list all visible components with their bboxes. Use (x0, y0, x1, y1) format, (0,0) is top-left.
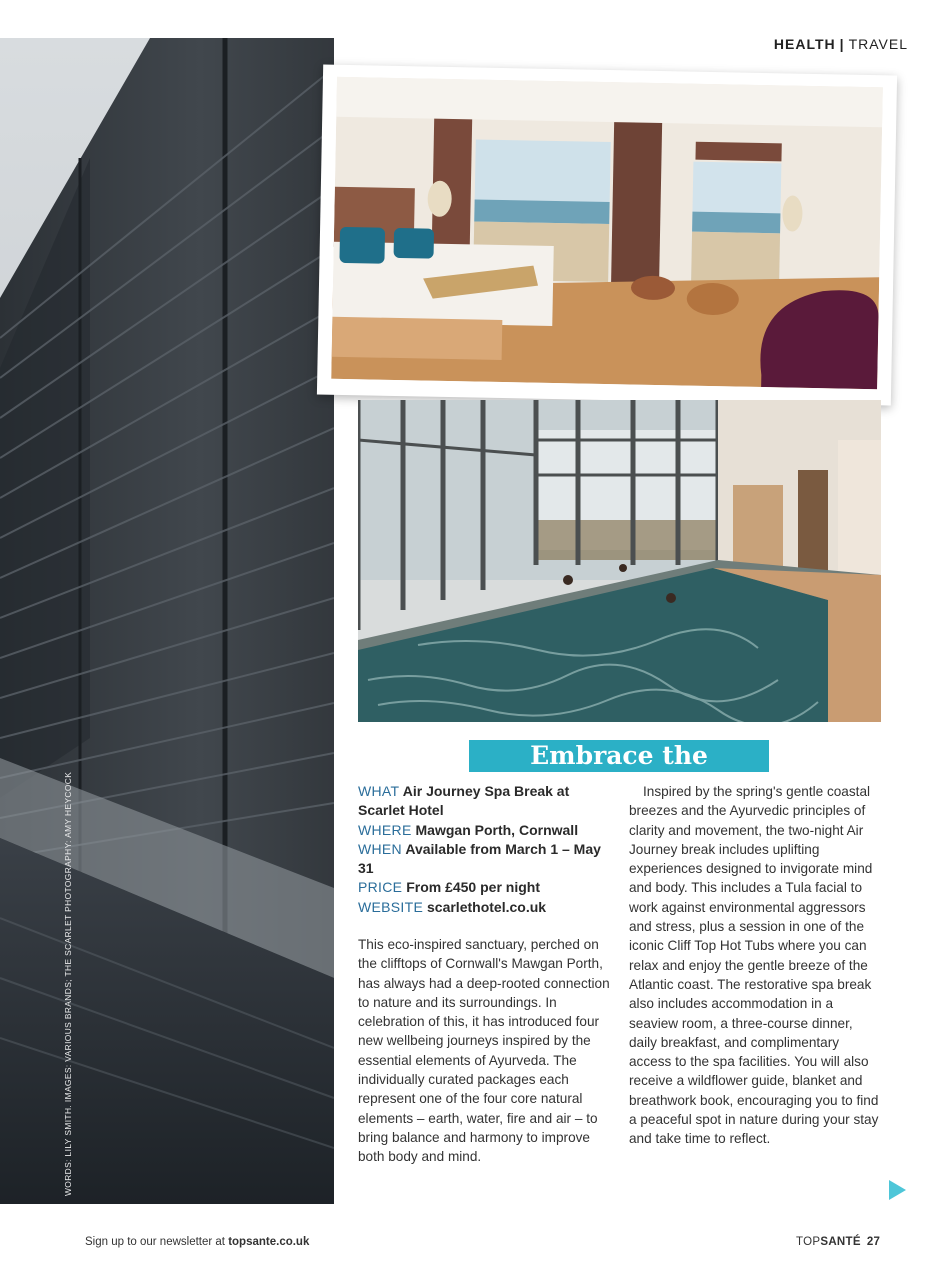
photo-credit: WORDS: LILY SMITH. IMAGES: VARIOUS BRANDS; THE SCARLET PHOTOGRAPHY: AMY HEYCOCK (63, 771, 73, 1196)
bedroom-photo-frame (317, 65, 897, 406)
page-footer-brand (796, 1236, 880, 1248)
info-what (358, 782, 608, 821)
newsletter-text: Sign up to our newsletter at (85, 1236, 229, 1248)
info-when-label: WHEN (358, 840, 402, 857)
section-label: HEALTH (773, 36, 836, 52)
body-paragraph-right: Inspired by the spring's gentle coastal breezes and the Ayurvedic principles of clarity and movement, the two-night Air Journey break includes uplifting experiences designed to invigorate mind and body. This includes a Tula facial to work against environmental aggressors and stress, plus a session in one of the iconic Cliff Top Hot Tubs where you can relax and enjoy the gentle breeze of the Atlantic coast. The restorative spa break also includes accommodation in a seaview room, a three-course dinner, daily breakfast, and complimentary access to the spa facilities. You will also receive a wildflower guide, blanket and breathwork book, encouraging you to find a peaceful spot in nature during your stay and take time to reflect. (629, 784, 879, 1147)
page-number: 27 (866, 1236, 881, 1248)
info-what-label: WHAT (358, 783, 400, 799)
newsletter-promo (85, 1236, 309, 1248)
building-photo (0, 38, 334, 1204)
pool-photo (358, 400, 881, 722)
brand-top: TOP (796, 1236, 821, 1248)
pool-illustration (358, 400, 881, 722)
body-paragraph-left: This eco-inspired sanctuary, perched on the clifftops of Cornwall's Mawgan Porth, has always had a deep-rooted connection to nature and its surroundings. In celebration of this, it has introduced four new wellbeing journeys inspired by the essential elements of Ayurveda. The individually curated packages each represent one of the four core natural elements – earth, water, fire and air – to bring balance and harmony to improve both body and mind. (358, 937, 610, 1165)
newsletter-link[interactable]: topsante.co.uk (228, 1236, 310, 1248)
article-headline: Embrace the elements (469, 740, 769, 772)
info-website-label: WEBSITE (358, 898, 424, 915)
section-tag (774, 36, 908, 52)
info-price-value: From £450 per night (406, 879, 540, 896)
info-price-label: PRICE (358, 879, 403, 896)
info-block (358, 782, 608, 917)
info-where (358, 821, 608, 840)
building-illustration (0, 38, 334, 1204)
brand-sante: SANTÉ (820, 1236, 861, 1248)
info-price (358, 878, 608, 897)
article-end-triangle-icon (889, 1180, 906, 1200)
info-website (358, 898, 608, 917)
info-what-value: Air Journey Spa Break at Scarlet Hotel (358, 783, 570, 819)
bedroom-photo (331, 77, 883, 389)
subsection-label: TRAVEL (848, 36, 908, 52)
section-separator: | (839, 36, 845, 52)
info-when (358, 840, 608, 879)
info-when-value: Available from March 1 – May 31 (358, 840, 601, 877)
info-where-value: Mawgan Porth, Cornwall (415, 821, 579, 838)
info-website-value[interactable]: scarlethotel.co.uk (427, 898, 547, 915)
info-where-label: WHERE (358, 821, 412, 838)
